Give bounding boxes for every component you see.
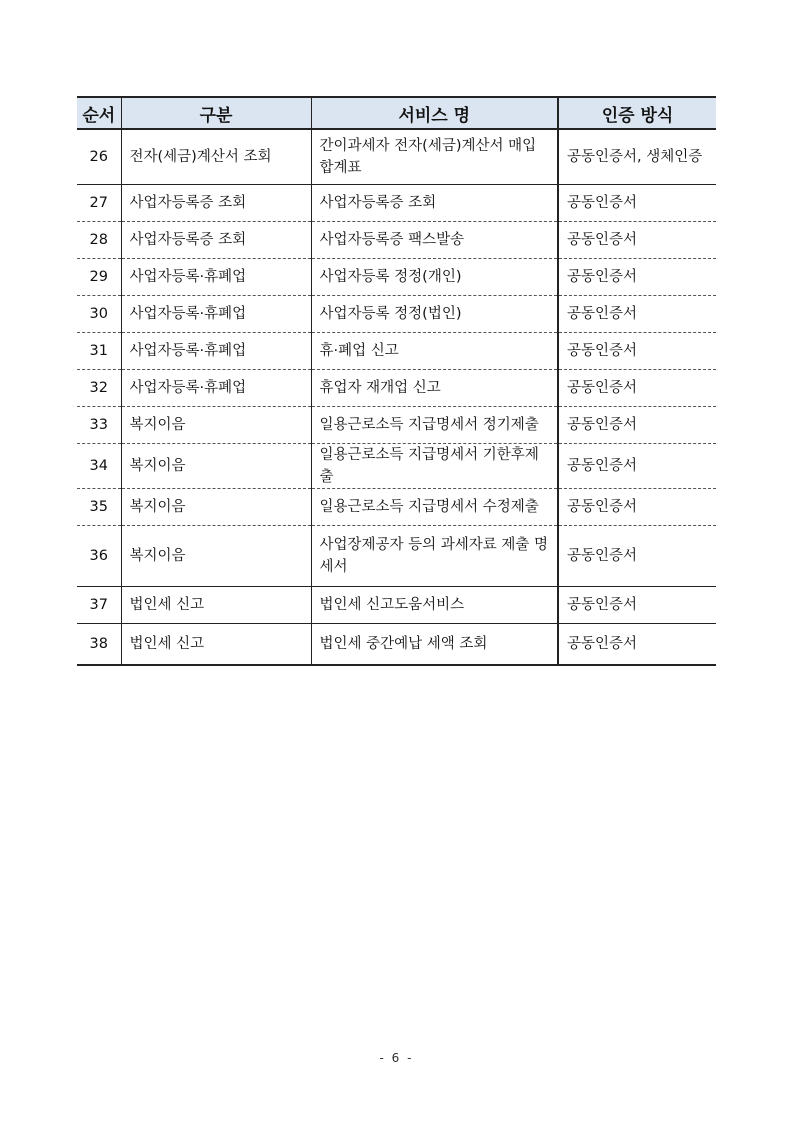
table-row (77, 370, 716, 407)
row-auth: 공동인증서 (558, 587, 716, 624)
table-row (77, 222, 716, 259)
row-service: 사업자등록증 팩스발송 (311, 222, 558, 259)
table-row (77, 526, 716, 587)
row-auth: 공동인증서 (558, 370, 716, 407)
row-auth: 공동인증서 (558, 259, 716, 296)
table-row (77, 444, 716, 489)
row-number: 26 (77, 129, 121, 185)
table-row (77, 333, 716, 370)
row-auth: 공동인증서 (558, 185, 716, 222)
table-row (77, 296, 716, 333)
row-service: 일용근로소득 지급명세서 정기제출 (311, 407, 558, 444)
row-service: 사업자등록증 조회 (311, 185, 558, 222)
row-number: 37 (77, 587, 121, 624)
row-service: 사업장제공자 등의 과세자료 제출 명세서 (311, 526, 558, 587)
table-row (77, 489, 716, 526)
row-service: 휴·폐업 신고 (311, 333, 558, 370)
table-row (77, 185, 716, 222)
row-service: 법인세 신고도움서비스 (311, 587, 558, 624)
row-auth: 공동인증서 (558, 489, 716, 526)
row-number: 38 (77, 624, 121, 666)
row-number: 27 (77, 185, 121, 222)
table-row (77, 624, 716, 666)
row-service: 사업자등록 정정(법인) (311, 296, 558, 333)
row-service: 휴업자 재개업 신고 (311, 370, 558, 407)
row-service: 간이과세자 전자(세금)계산서 매입 합계표 (311, 129, 558, 185)
row-category: 복지이음 (121, 444, 311, 489)
row-category: 사업자등록·휴폐업 (121, 259, 311, 296)
row-number: 33 (77, 407, 121, 444)
row-auth: 공동인증서, 생체인증 (558, 129, 716, 185)
header-order: 순서 (77, 97, 121, 129)
row-category: 전자(세금)계산서 조회 (121, 129, 311, 185)
row-number: 34 (77, 444, 121, 489)
table-row (77, 587, 716, 624)
row-number: 29 (77, 259, 121, 296)
row-category: 법인세 신고 (121, 587, 311, 624)
table-row (77, 259, 716, 296)
table-row (77, 407, 716, 444)
row-category: 사업자등록증 조회 (121, 222, 311, 259)
row-category: 복지이음 (121, 489, 311, 526)
row-auth: 공동인증서 (558, 222, 716, 259)
row-auth: 공동인증서 (558, 333, 716, 370)
page-number: - 6 - (379, 1051, 414, 1065)
row-service: 법인세 중간예납 세액 조회 (311, 624, 558, 666)
row-number: 36 (77, 526, 121, 587)
row-category: 복지이음 (121, 407, 311, 444)
row-auth: 공동인증서 (558, 444, 716, 489)
table-header (77, 97, 716, 129)
row-category: 사업자등록증 조회 (121, 185, 311, 222)
table-body (77, 129, 716, 665)
header-auth-method: 인증 방식 (558, 97, 716, 129)
service-table (77, 96, 716, 666)
row-auth: 공동인증서 (558, 407, 716, 444)
row-category: 복지이음 (121, 526, 311, 587)
header-category: 구분 (121, 97, 311, 129)
row-number: 31 (77, 333, 121, 370)
header-service-name: 서비스 명 (311, 97, 558, 129)
row-auth: 공동인증서 (558, 624, 716, 666)
row-number: 28 (77, 222, 121, 259)
row-service: 일용근로소득 지급명세서 기한후제출 (311, 444, 558, 489)
row-service: 일용근로소득 지급명세서 수정제출 (311, 489, 558, 526)
row-service: 사업자등록 정정(개인) (311, 259, 558, 296)
row-number: 30 (77, 296, 121, 333)
row-auth: 공동인증서 (558, 526, 716, 587)
row-auth: 공동인증서 (558, 296, 716, 333)
row-category: 법인세 신고 (121, 624, 311, 666)
row-category: 사업자등록·휴폐업 (121, 296, 311, 333)
row-number: 32 (77, 370, 121, 407)
table-row (77, 129, 716, 185)
row-category: 사업자등록·휴폐업 (121, 333, 311, 370)
row-category: 사업자등록·휴폐업 (121, 370, 311, 407)
row-number: 35 (77, 489, 121, 526)
